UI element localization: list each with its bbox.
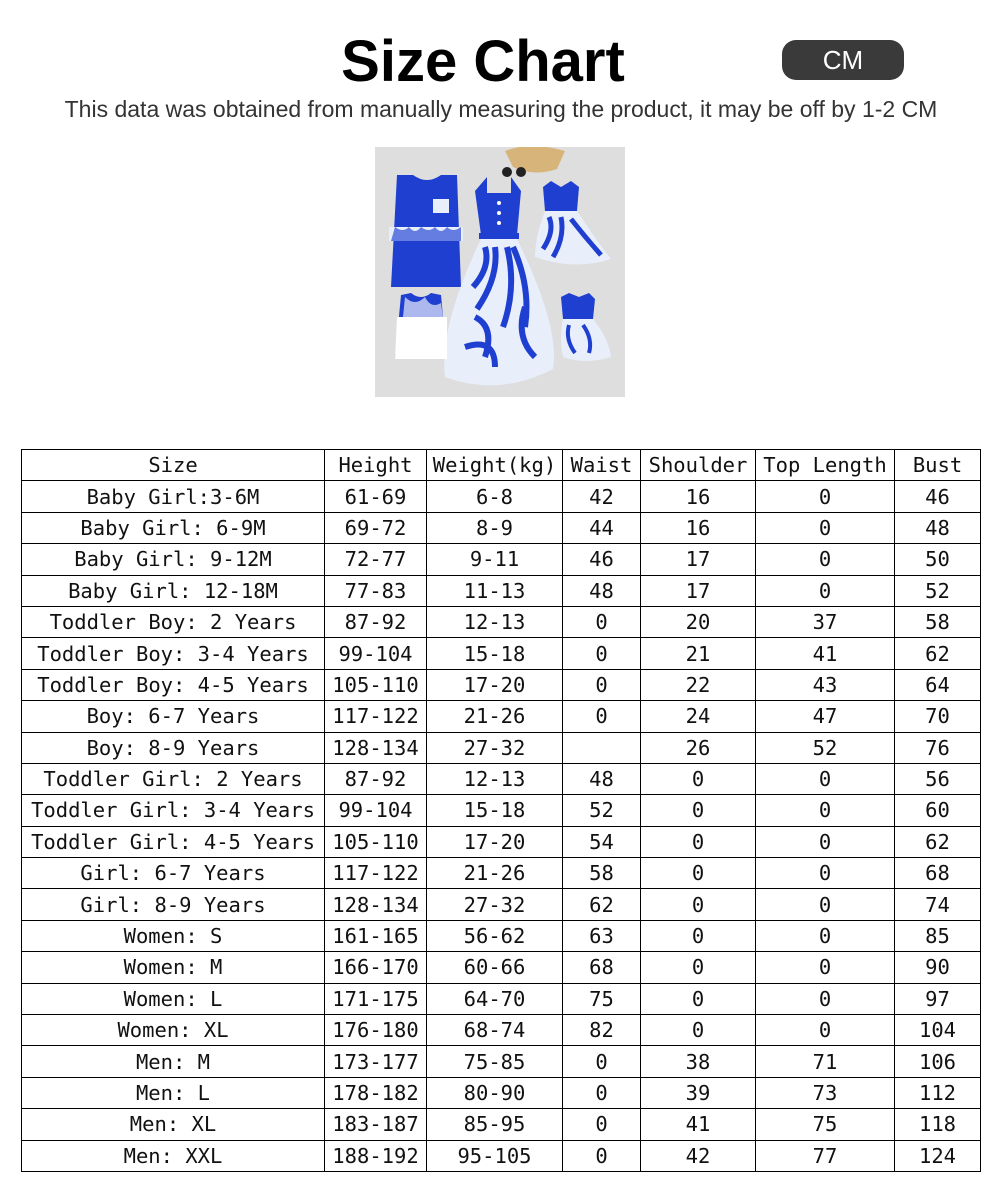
table-cell: 56 — [895, 763, 981, 794]
table-cell: 0 — [641, 983, 756, 1014]
table-cell: 43 — [756, 669, 895, 700]
table-cell: 68-74 — [427, 1015, 563, 1046]
table-cell: 37 — [756, 606, 895, 637]
table-cell: 0 — [641, 763, 756, 794]
table-cell: 178-182 — [325, 1077, 427, 1108]
table-cell: 52 — [756, 732, 895, 763]
table-cell: 42 — [563, 481, 641, 512]
table-cell: 70 — [895, 701, 981, 732]
table-cell: 76 — [895, 732, 981, 763]
table-row — [22, 1015, 981, 1046]
table-cell: Toddler Boy: 3-4 Years — [22, 638, 325, 669]
table-cell: 0 — [756, 952, 895, 983]
table-cell: 39 — [641, 1077, 756, 1108]
table-cell: Girl: 8-9 Years — [22, 889, 325, 920]
table-cell: 0 — [641, 920, 756, 951]
table-cell: Toddler Boy: 4-5 Years — [22, 669, 325, 700]
table-cell: 44 — [563, 512, 641, 543]
table-cell: Women: L — [22, 983, 325, 1014]
column-header: Bust — [895, 450, 981, 481]
table-cell: 46 — [563, 544, 641, 575]
table-cell: 41 — [756, 638, 895, 669]
table-cell: 42 — [641, 1140, 756, 1171]
table-cell: 87-92 — [325, 606, 427, 637]
table-row — [22, 669, 981, 700]
table-cell: 64-70 — [427, 983, 563, 1014]
table-cell: 75 — [756, 1109, 895, 1140]
table-cell: 8-9 — [427, 512, 563, 543]
table-cell: 124 — [895, 1140, 981, 1171]
table-cell: 0 — [756, 826, 895, 857]
table-cell: 38 — [641, 1046, 756, 1077]
table-cell: Men: L — [22, 1077, 325, 1108]
table-cell: 173-177 — [325, 1046, 427, 1077]
table-body — [22, 481, 981, 1172]
table-cell: 0 — [756, 575, 895, 606]
table-cell: 0 — [756, 889, 895, 920]
table-cell: 0 — [641, 795, 756, 826]
table-cell: 62 — [895, 826, 981, 857]
table-cell: Baby Girl: 12-18M — [22, 575, 325, 606]
table-cell: Girl: 6-7 Years — [22, 858, 325, 889]
table-cell: 99-104 — [325, 795, 427, 826]
table-cell: 0 — [641, 952, 756, 983]
table-cell: 60 — [895, 795, 981, 826]
table-cell: 12-13 — [427, 763, 563, 794]
table-cell: 50 — [895, 544, 981, 575]
table-cell: 6-8 — [427, 481, 563, 512]
product-image — [375, 147, 625, 397]
table-cell: 12-13 — [427, 606, 563, 637]
table-cell: 46 — [895, 481, 981, 512]
table-cell: 48 — [895, 512, 981, 543]
table-cell: Baby Girl:3-6M — [22, 481, 325, 512]
table-cell: 0 — [756, 1015, 895, 1046]
table-row — [22, 795, 981, 826]
table-cell: 72-77 — [325, 544, 427, 575]
table-cell: 82 — [563, 1015, 641, 1046]
table-cell: 95-105 — [427, 1140, 563, 1171]
table-cell: 60-66 — [427, 952, 563, 983]
table-cell: 85 — [895, 920, 981, 951]
column-header: Size — [22, 450, 325, 481]
table-cell: 17 — [641, 544, 756, 575]
family-outfit-illustration — [375, 147, 625, 397]
table-cell: 68 — [563, 952, 641, 983]
table-cell: 171-175 — [325, 983, 427, 1014]
table-cell: 16 — [641, 512, 756, 543]
table-cell: Men: M — [22, 1046, 325, 1077]
table-cell: 62 — [895, 638, 981, 669]
table-cell: 0 — [756, 795, 895, 826]
table-cell: 21-26 — [427, 858, 563, 889]
table-cell: 27-32 — [427, 889, 563, 920]
table-cell: 9-11 — [427, 544, 563, 575]
table-cell: Men: XXL — [22, 1140, 325, 1171]
table-cell: 117-122 — [325, 701, 427, 732]
column-header: Waist — [563, 450, 641, 481]
table-cell: 52 — [563, 795, 641, 826]
table-cell: 0 — [563, 1077, 641, 1108]
table-cell: 64 — [895, 669, 981, 700]
table-cell: 20 — [641, 606, 756, 637]
table-cell: 112 — [895, 1077, 981, 1108]
table-cell: 16 — [641, 481, 756, 512]
table-cell: 0 — [563, 1109, 641, 1140]
table-cell: 68 — [895, 858, 981, 889]
table-cell: 17-20 — [427, 826, 563, 857]
table-cell: 161-165 — [325, 920, 427, 951]
table-row — [22, 920, 981, 951]
table-cell: Women: M — [22, 952, 325, 983]
table-cell: 41 — [641, 1109, 756, 1140]
table-cell: 75 — [563, 983, 641, 1014]
table-row — [22, 575, 981, 606]
table-cell: 0 — [563, 669, 641, 700]
table-cell: 106 — [895, 1046, 981, 1077]
table-cell: Boy: 6-7 Years — [22, 701, 325, 732]
table-cell: 15-18 — [427, 638, 563, 669]
table-cell: 21 — [641, 638, 756, 669]
table-cell: 118 — [895, 1109, 981, 1140]
table-cell: 105-110 — [325, 826, 427, 857]
table-cell: 56-62 — [427, 920, 563, 951]
table-row — [22, 1077, 981, 1108]
table-row — [22, 732, 981, 763]
table-cell: 48 — [563, 763, 641, 794]
column-header: Shoulder — [641, 450, 756, 481]
table-cell: 77 — [756, 1140, 895, 1171]
table-cell: 63 — [563, 920, 641, 951]
table-cell: 69-72 — [325, 512, 427, 543]
table-cell: 48 — [563, 575, 641, 606]
table-row — [22, 701, 981, 732]
table-cell: 80-90 — [427, 1077, 563, 1108]
table-cell: 54 — [563, 826, 641, 857]
table-cell: 21-26 — [427, 701, 563, 732]
table-row — [22, 889, 981, 920]
table-cell: 74 — [895, 889, 981, 920]
table-row — [22, 858, 981, 889]
table-cell: 0 — [563, 1140, 641, 1171]
table-cell: Women: S — [22, 920, 325, 951]
table-row — [22, 1109, 981, 1140]
table-cell: 0 — [563, 1046, 641, 1077]
table-cell: 90 — [895, 952, 981, 983]
measurement-note: This data was obtained from manually measuring the product, it may be off by 1-2 CM — [64, 96, 938, 122]
table-cell: Toddler Girl: 4-5 Years — [22, 826, 325, 857]
table-cell: 104 — [895, 1015, 981, 1046]
table-cell: 26 — [641, 732, 756, 763]
table-cell: 52 — [895, 575, 981, 606]
table-cell: 15-18 — [427, 795, 563, 826]
table-cell: Baby Girl: 9-12M — [22, 544, 325, 575]
table-cell: 117-122 — [325, 858, 427, 889]
page-title: Size Chart — [341, 29, 625, 94]
unit-toggle-button[interactable]: CM — [782, 40, 904, 80]
column-header: Top Length — [756, 450, 895, 481]
table-row — [22, 481, 981, 512]
table-cell: 0 — [641, 889, 756, 920]
table-cell: 61-69 — [325, 481, 427, 512]
table-cell: 0 — [756, 920, 895, 951]
table-cell: 27-32 — [427, 732, 563, 763]
table-cell: 105-110 — [325, 669, 427, 700]
table-cell: 0 — [563, 638, 641, 669]
table-cell: 0 — [641, 826, 756, 857]
table-cell: Baby Girl: 6-9M — [22, 512, 325, 543]
table-cell: 183-187 — [325, 1109, 427, 1140]
table-cell: 166-170 — [325, 952, 427, 983]
table-cell: 128-134 — [325, 889, 427, 920]
table-cell: 47 — [756, 701, 895, 732]
table-cell: 99-104 — [325, 638, 427, 669]
table-cell: 0 — [563, 701, 641, 732]
table-cell: 11-13 — [427, 575, 563, 606]
table-cell: 0 — [563, 606, 641, 637]
table-cell: 73 — [756, 1077, 895, 1108]
table-cell: 0 — [756, 481, 895, 512]
table-cell: 0 — [756, 512, 895, 543]
table-cell: 85-95 — [427, 1109, 563, 1140]
table-cell: 17 — [641, 575, 756, 606]
table-cell: 0 — [756, 858, 895, 889]
table-cell: Boy: 8-9 Years — [22, 732, 325, 763]
size-chart-table — [21, 449, 981, 1172]
column-header: Weight(kg) — [427, 450, 563, 481]
table-cell: 75-85 — [427, 1046, 563, 1077]
column-header: Height — [325, 450, 427, 481]
table-cell: 97 — [895, 983, 981, 1014]
table-row — [22, 638, 981, 669]
table-row — [22, 606, 981, 637]
table-cell: 17-20 — [427, 669, 563, 700]
table-cell: 24 — [641, 701, 756, 732]
table-row — [22, 544, 981, 575]
table-cell: 87-92 — [325, 763, 427, 794]
table-row — [22, 826, 981, 857]
table-cell: 58 — [895, 606, 981, 637]
table-cell: Toddler Girl: 3-4 Years — [22, 795, 325, 826]
table-cell: Toddler Boy: 2 Years — [22, 606, 325, 637]
table-cell: Men: XL — [22, 1109, 325, 1140]
table-header-row — [22, 450, 981, 481]
table-cell: 22 — [641, 669, 756, 700]
table-cell: 0 — [756, 544, 895, 575]
table-cell: 128-134 — [325, 732, 427, 763]
table-cell — [563, 732, 641, 763]
table-row — [22, 512, 981, 543]
table-cell: Women: XL — [22, 1015, 325, 1046]
table-cell: 58 — [563, 858, 641, 889]
table-row — [22, 1140, 981, 1171]
table-cell: 71 — [756, 1046, 895, 1077]
table-cell: 188-192 — [325, 1140, 427, 1171]
table-cell: 0 — [756, 763, 895, 794]
table-cell: 77-83 — [325, 575, 427, 606]
table-cell: Toddler Girl: 2 Years — [22, 763, 325, 794]
table-row — [22, 763, 981, 794]
table-row — [22, 1046, 981, 1077]
table-cell: 0 — [756, 983, 895, 1014]
table-row — [22, 983, 981, 1014]
table-row — [22, 952, 981, 983]
table-cell: 62 — [563, 889, 641, 920]
table-cell: 0 — [641, 858, 756, 889]
table-cell: 0 — [641, 1015, 756, 1046]
table-cell: 176-180 — [325, 1015, 427, 1046]
